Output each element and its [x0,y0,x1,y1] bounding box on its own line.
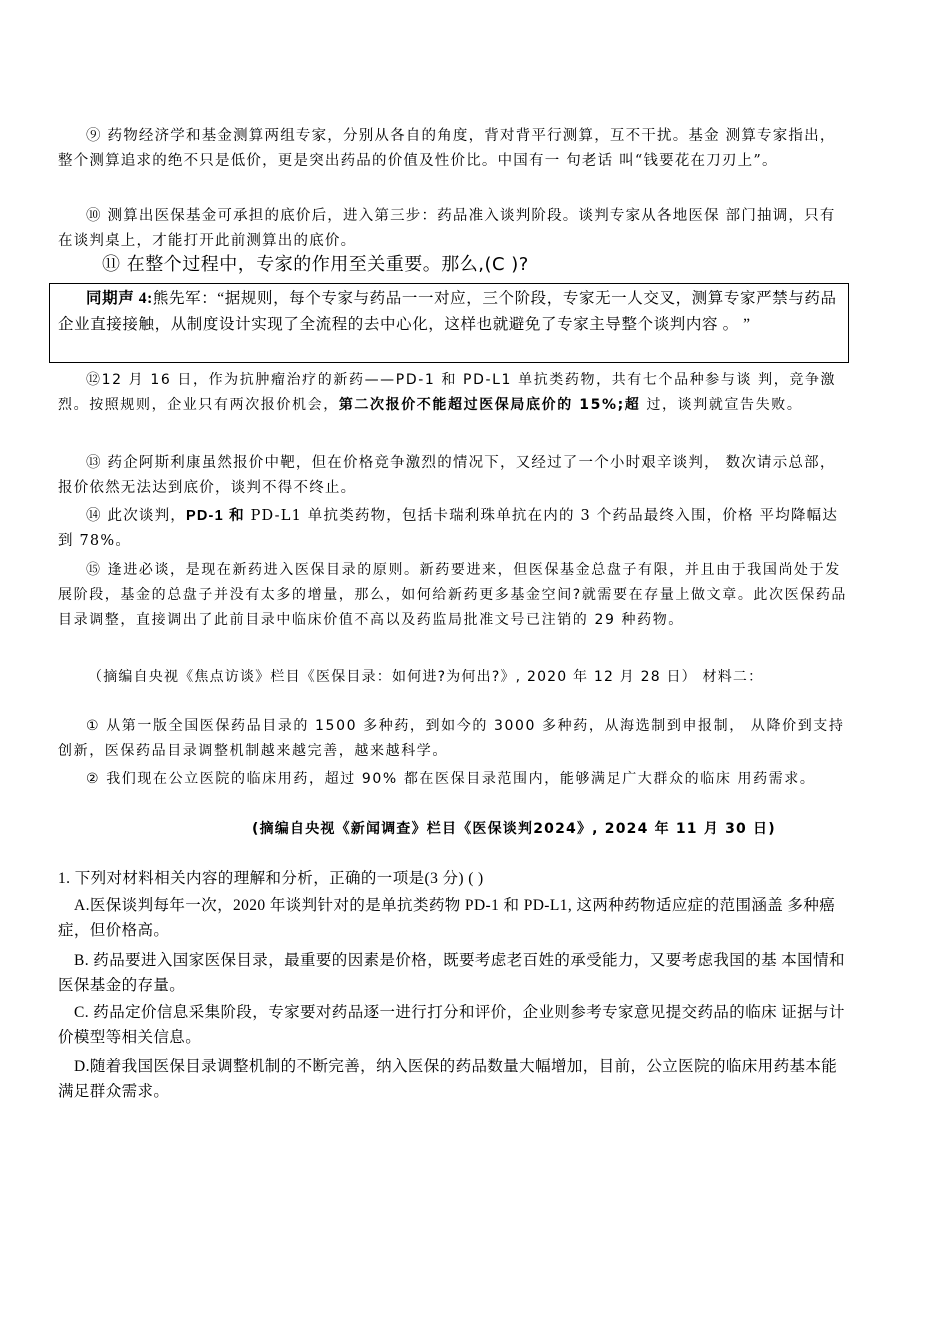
quote-box-text [58,286,844,338]
paragraph-13: ⑬ 药企阿斯利康虽然报价中靶，但在价格竞争激烈的情况下，又经过了一个小时艰辛谈判， 数次请示总部，报价依然无法达到底价，谈判不得不终止。 [58,455,836,496]
option-c: C. 药品定价信息采集阶段，专家要对药品逐一进行打分和评价，企业则参考专家意见提交药品的临床 证据与计价模型等相关信息。 [58,1004,845,1046]
paragraph-12 [58,368,848,418]
question-stem: 1. 下列对材料相关内容的理解和分析，正确的一项是(3 分) ( ) [58,870,484,887]
quote-box-label: 同期声 4: [86,290,153,307]
paragraph-14-part-c: PD-L1 单抗类药物，包括卡瑞利珠单抗在内的 3 个药品最终入围，价格 平均降幅达到 78%。 [58,508,839,549]
material-2-item-2: ② 我们现在公立医院的临床用药，超过 90% 都在医保目录范围内，能够满足广大群众的临床 用药需求。 [86,771,816,787]
paragraph-14-bold: PD-1 和 [186,508,245,524]
paragraph-12-part-a: ⑫12 月 16 日，作为抗肿瘤治疗的新药——PD-1 和 PD-L1 单抗类药物，共有七个品种参与谈 判，竞争激烈。按照规则，企业只有两次报价机会， [58,372,837,413]
paragraph-14-part-a: ⑭ 此次谈判， [86,508,187,524]
material-2-item-1: ① 从第一版全国医保药品目录的 1500 多种药，到如今的 3000 多种药，从海选制到申报制， 从降价到支持创新，医保药品目录调整机制越来越完善，越来越科学。 [58,718,845,759]
option-d: D.随着我国医保目录调整机制的不断完善，纳入医保的药品数量大幅增加，目前，公立医院的临床用药基本能满足群众需求。 [58,1058,838,1100]
paragraph-10: ⑩ 测算出医保基金可承担的底价后，进入第三步：药品准入谈判阶段。谈判专家从各地医保 部门抽调，只有在谈判桌上，才能打开此前测算出的底价。 [58,208,836,249]
option-b: B. 药品要进入国家医保目录，最重要的因素是价格，既要考虑老百姓的承受能力，又要考虑我国的基 本国情和医保基金的存量。 [58,952,845,994]
paragraph-9: ⑨ 药物经济学和基金测算两组专家，分别从各自的角度，背对背平行测算，互不干扰。基金 测算专家指出，整个测算追求的绝不只是低价，更是突出药品的价值及性价比。中国有一 句老话 叫“钱要花在刀刃上”。 [58,128,836,169]
paragraph-14 [58,504,848,554]
paragraph-12-bold: 第二次报价不能超过医保局底价的 15%;超 [338,397,641,413]
paragraph-12-part-c: 过，谈判就宣告失败。 [640,397,803,413]
source-note-1: （摘编自央视《焦点访谈》栏目《医保目录：如何进?为何出?》, 2020 年 12 月 28 日） 材料二： [88,669,764,685]
quote-box [49,283,849,363]
source-note-2: (摘编自央视《新闻调查》栏目《医保谈判2024》, 2024 年 11 月 30 日) [252,821,776,837]
quote-box-body: 熊先军：“据规则，每个专家与药品一一对应，三个阶段，专家无一人交叉，测算专家严禁与药品企业直接接触，从制度设计实现了全流程的去中心化，这样也就避免了专家主导整个谈判内容 。 ” [58,290,837,333]
paragraph-15: ⑮ 逢进必谈，是现在新药进入医保目录的原则。新药要进来，但医保基金总盘子有限，并且由于我国尚处于发展阶段，基金的总盘子并没有太多的增量，那么，如何给新药更多基金空间?就需要在存量上做文章。此次医保药品目录调整，直接调出了此前目录中临床价值不高以及药监局批准文号已注销的 29 种药物。 [58,562,848,628]
paragraph-11: ⑪ 在整个过程中，专家的作用至关重要。那么,(C )? [102,254,529,275]
option-a: A.医保谈判每年一次，2020 年谈判针对的是单抗类药物 PD-1 和 PD-L1, 这两种药物适应症的范围涵盖 多种癌症，但价格高。 [58,897,836,939]
